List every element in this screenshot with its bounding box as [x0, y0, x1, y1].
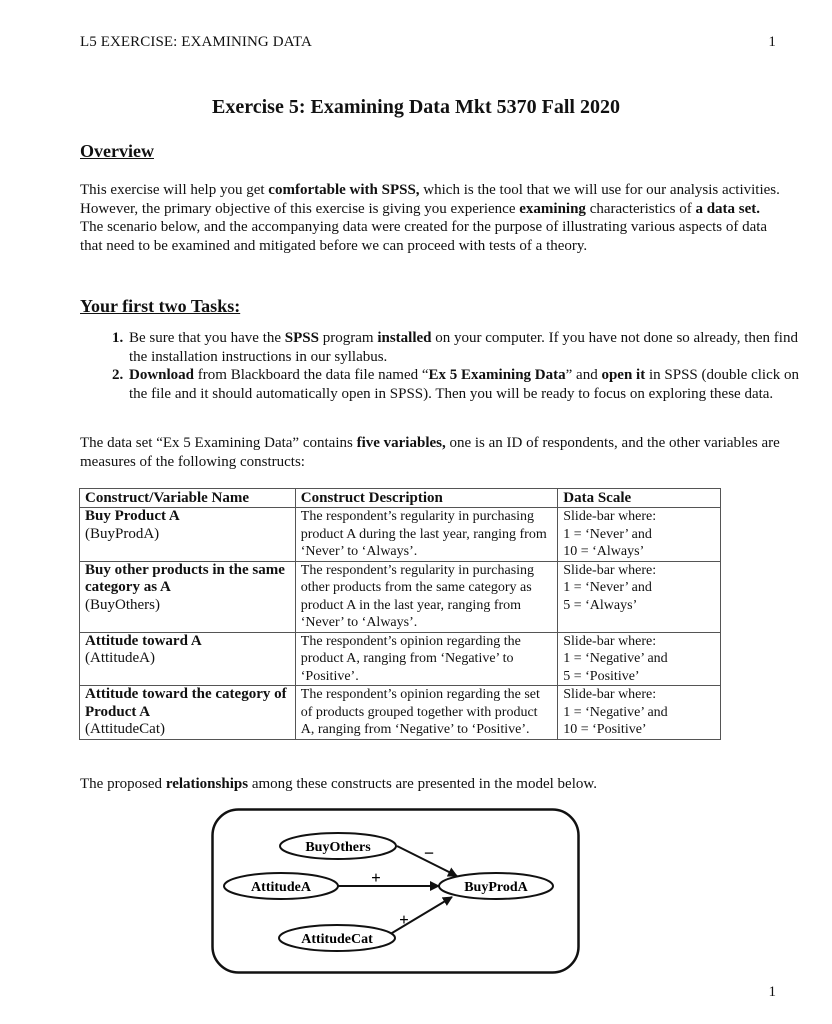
column-header: Construct/Variable Name	[80, 489, 296, 508]
constructs-table	[79, 488, 721, 740]
sign-positive-attitudecat: +	[399, 910, 409, 929]
arrow-attitudecat-to-buyproda	[387, 897, 452, 936]
node-attitudea-label: AttitudeA	[251, 880, 311, 895]
construct-name-cell: Buy other products in the same category as A (BuyOthers)	[80, 561, 296, 632]
construct-description-cell: The respondent’s opinion regarding the set of products grouped together with product A, ranging from ‘Negative’ to ‘Positive’.	[295, 686, 557, 740]
page-title: Exercise 5: Examining Data Mkt 5370 Fall 2020	[212, 96, 620, 118]
task-list	[80, 329, 807, 403]
construct-name-cell: Buy Product A (BuyProdA)	[80, 508, 296, 562]
model-diagram	[211, 808, 581, 976]
construct-name-cell: Attitude toward the category of Product A (AttitudeCat)	[80, 686, 296, 740]
table-row	[80, 686, 721, 740]
node-buyothers-label: BuyOthers	[305, 840, 371, 855]
construct-description-cell: The respondent’s regularity in purchasing product A during the last year, ranging from ‘Never’ to ‘Always’.	[295, 508, 557, 562]
construct-name-cell: Attitude toward A (AttitudeA)	[80, 632, 296, 686]
table-header-row	[80, 489, 721, 508]
task-item-1: 1. Be sure that you have the SPSS program installed on your computer. If you have not done so already, then find the installation instructions in our syllabus.	[127, 329, 807, 366]
node-attitudecat-label: AttitudeCat	[301, 932, 373, 947]
dataset-paragraph: The data set “Ex 5 Examining Data” contains five variables, one is an ID of respondents, and the other variables are measures of the following constructs:	[80, 435, 780, 470]
table-row	[80, 561, 721, 632]
overview-heading: Overview	[80, 141, 154, 161]
overview-paragraph: This exercise will help you get comfortable with SPSS, which is the tool that we will use for our analysis activities. However, the primary objective of this exercise is giving you experience examining characteristics of a data set. The scenario below, and the accompanying data were created for the purpose of illustrating various aspects of data that need to be examined and mitigated before we can proceed with tests of a theory.	[80, 182, 780, 254]
sign-negative-buyothers: −	[423, 843, 435, 863]
sign-positive-attitudea: +	[371, 868, 381, 887]
construct-description-cell: The respondent’s opinion regarding the product A, ranging from ‘Negative’ to ‘Positive’.	[295, 632, 557, 686]
page-number: 1	[768, 984, 776, 1000]
column-header: Construct Description	[295, 489, 557, 508]
data-scale-cell: Slide-bar where: 1 = ‘Negative’ and 5 = ‘Positive’	[558, 632, 721, 686]
relationships-paragraph: The proposed relationships among these constructs are presented in the model below.	[80, 776, 597, 792]
task-item-2: 2. Download from Blackboard the data file named “Ex 5 Examining Data” and open it in SPSS (double click on the file and it should automatically open in SPSS). Then you will be ready to focus on exploring these data.	[127, 366, 807, 403]
header-page-number: 1	[768, 34, 776, 50]
table-row	[80, 632, 721, 686]
node-buyproda-label: BuyProdA	[464, 880, 528, 895]
table-row	[80, 508, 721, 562]
data-scale-cell: Slide-bar where: 1 = ‘Negative’ and 10 = ‘Positive’	[558, 686, 721, 740]
construct-description-cell: The respondent’s regularity in purchasing other products from the same category as product A in the last year, ranging from ‘Never’ to ‘Always’.	[295, 561, 557, 632]
data-scale-cell: Slide-bar where: 1 = ‘Never’ and 5 = ‘Always’	[558, 561, 721, 632]
column-header: Data Scale	[558, 489, 721, 508]
tasks-heading: Your first two Tasks:	[80, 296, 241, 316]
data-scale-cell: Slide-bar where: 1 = ‘Never’ and 10 = ‘Always’	[558, 508, 721, 562]
running-header: L5 EXERCISE: EXAMINING DATA	[80, 34, 312, 50]
